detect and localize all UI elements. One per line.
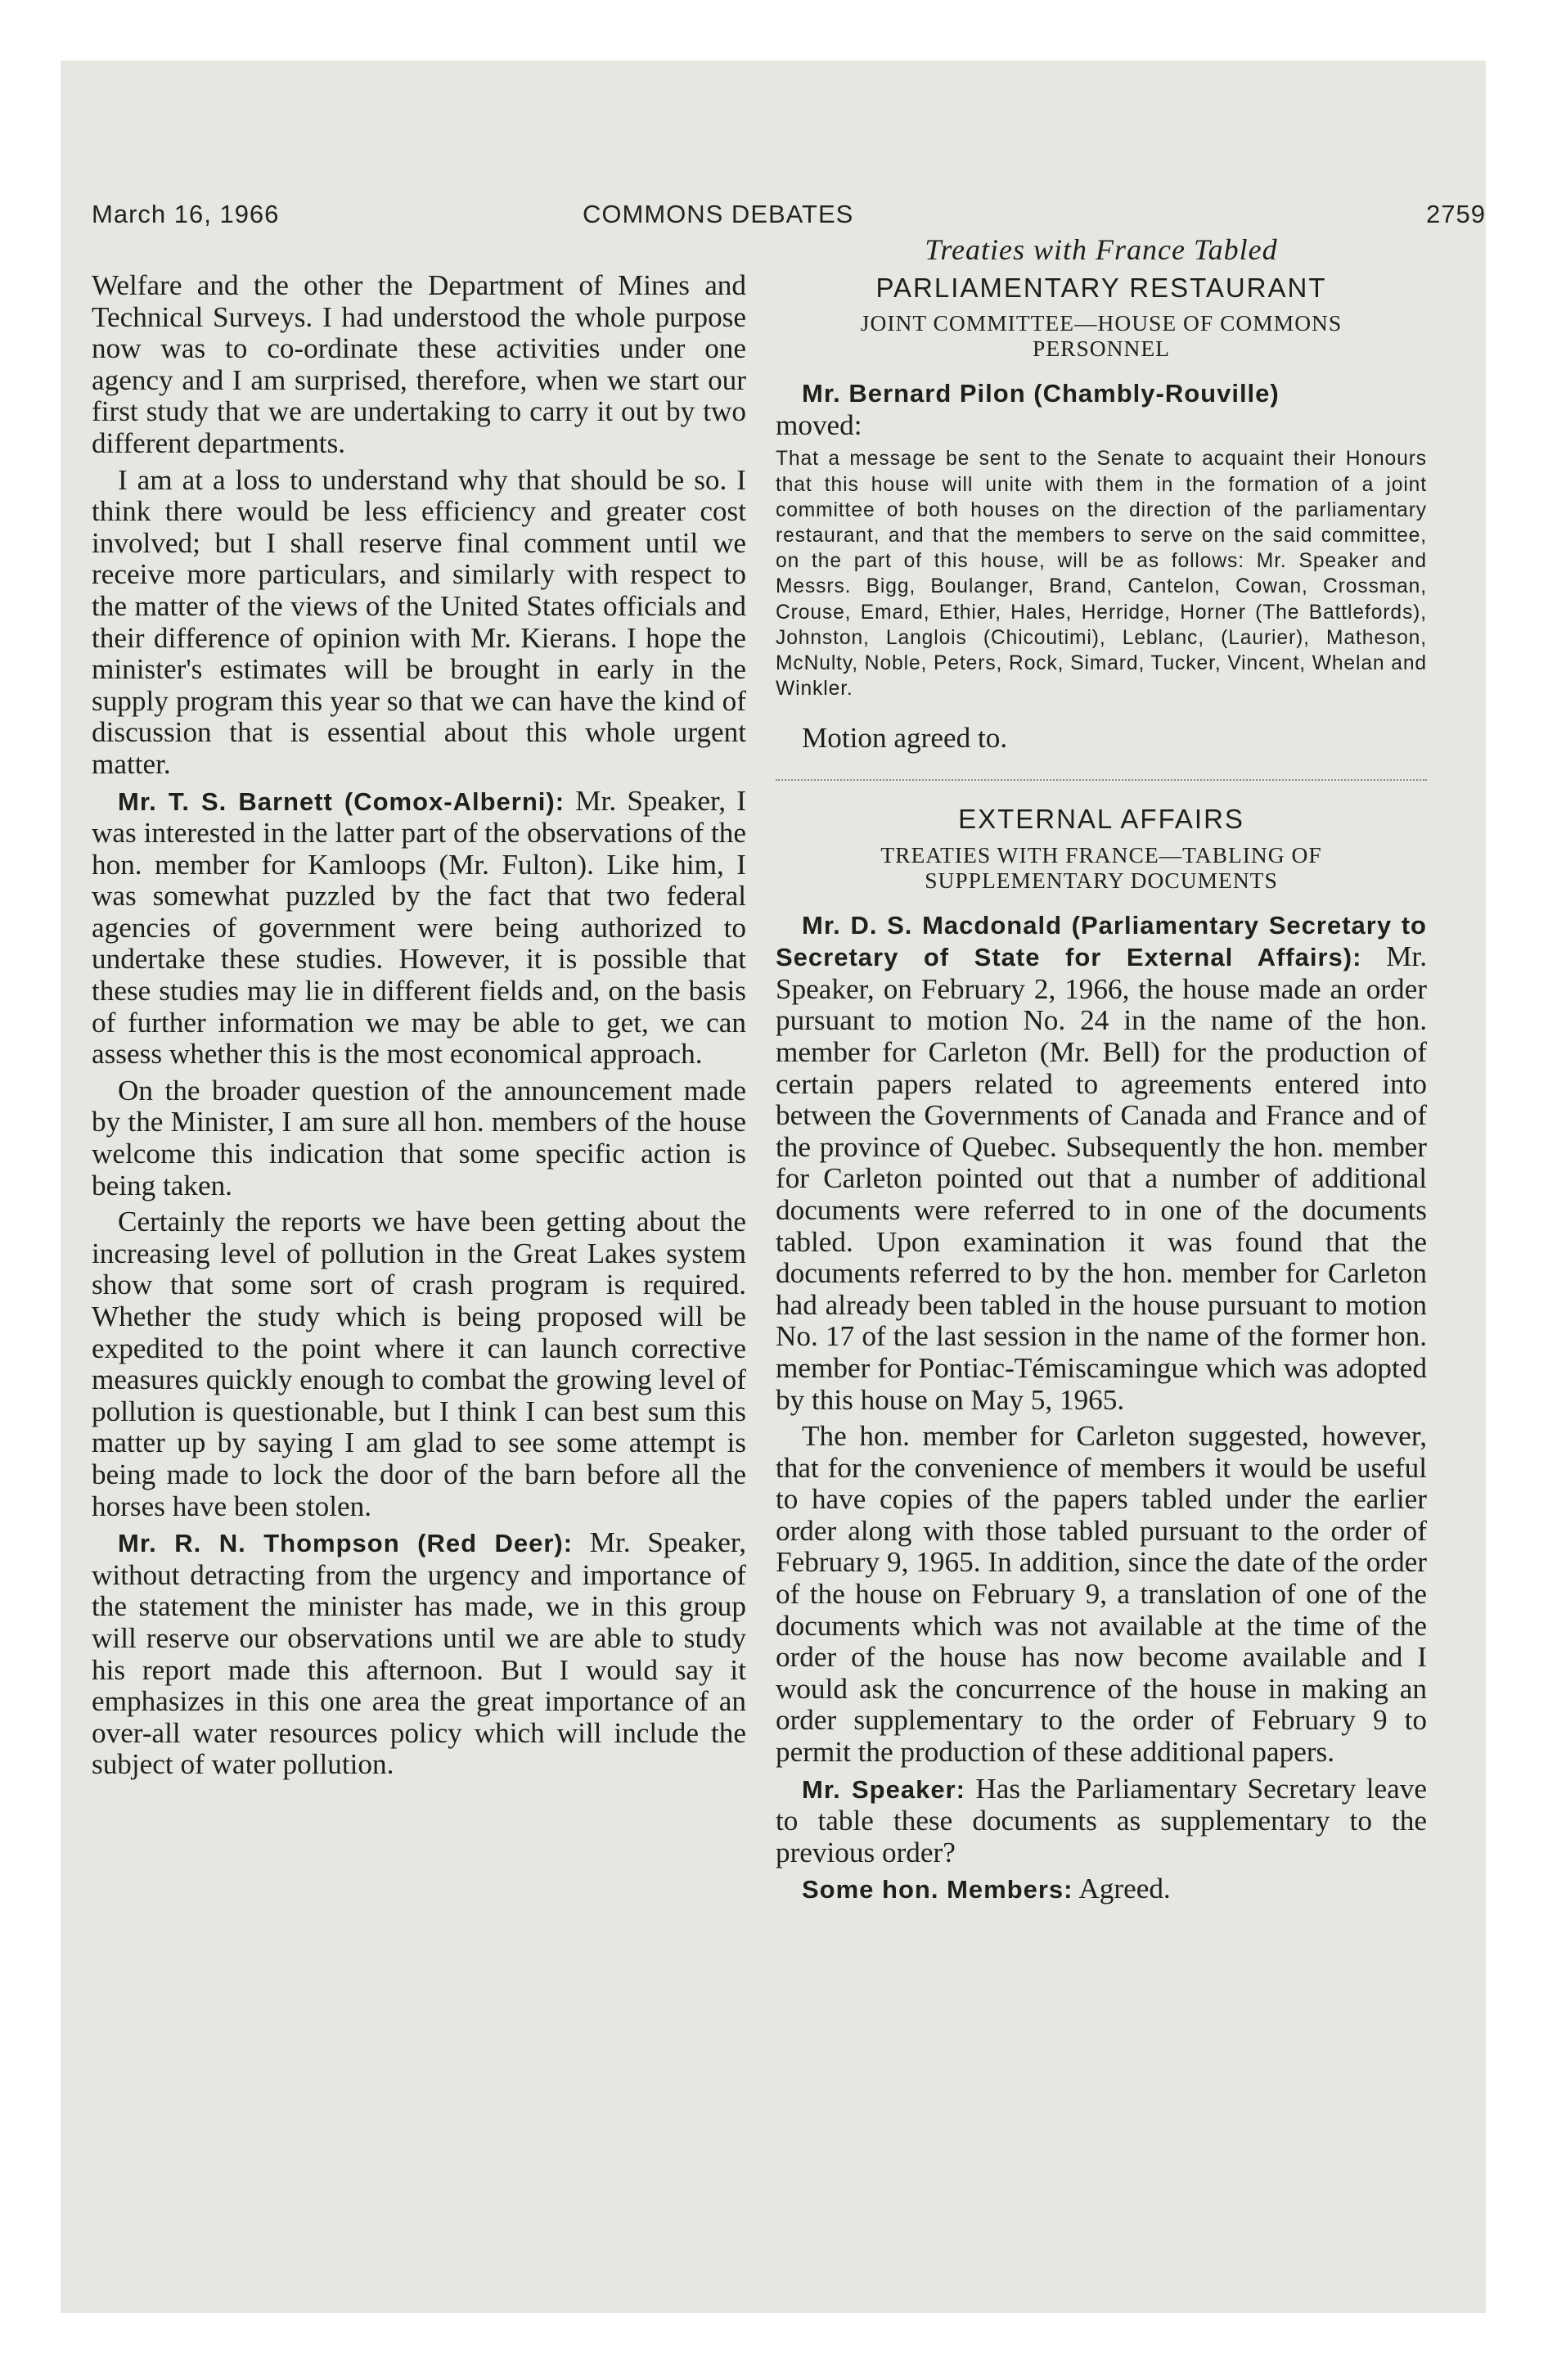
speaker-name: Mr. R. N. Thompson (Red Deer): [118,1529,574,1558]
speaker-name: Mr. D. S. Macdonald (Parliamentary Secretary to Secretary of State for External Affairs): [776,910,1427,972]
speech-paragraph [776,1873,1427,1906]
speaker-name: Mr. Speaker: [802,1774,965,1804]
header-page-number: 2759 [1426,200,1486,228]
paragraph: Certainly the reports we have been getting about the increasing level of pollution in the Great Lakes system show that some sort of crash program is required. Whether the study which is being proposed will be expedited to the point where it can launch corrective measures quickly enough to combat the growing level of pollution is questionable, but I think I can best sum this matter up by saying I am glad to see some attempt is being made to lock the door of the barn before all the horses have been stolen. [92,1206,746,1522]
paragraph: Welfare and the other the Department of Mines and Technical Surveys. I had understood the whole purpose now was to co-ordinate these activities under one agency and I am surprised, therefore, when we start our first study that we are undertaking to carry it out by two different departments. [92,269,746,459]
speech-paragraph [776,909,1427,1417]
subheading-line: JOINT COMMITTEE—HOUSE OF COMMONS [860,310,1343,336]
speech-text: Mr. Speaker, I was interested in the latter part of the observations of the hon. member for Kamloops (Mr. Fulton). Like him, I was somewhat puzzled by the fact that two federal agencies of government were being authorized to undertake these studies. However, it is possible that these studies may lie in different fields and, on the basis of further information we may be able to get, we can assess whether this is the most economical approach. [92,784,747,1071]
section-heading: PARLIAMENTARY RESTAURANT [875,272,1327,303]
speech-paragraph [776,1774,1427,1869]
paragraph: On the broader question of the announcement made by the Minister, I am sure all hon. members of the house welcome this indication that some specific action is being taken. [92,1074,746,1201]
subheading-line: SUPPLEMENTARY DOCUMENTS [925,867,1278,893]
speaker-name: Mr. Bernard Pilon (Chambly-Rouville) [802,379,1280,408]
header-date: March 16, 1966 [92,200,280,228]
header-title: COMMONS DEBATES [583,200,854,228]
motion-text: That a message be sent to the Senate to acquaint their Honours that this house will unite with them in the formation of a joint committee of both houses on the direction of the parliamentary restaurant, and that the members to serve on the said committee, on the part of this house, will be as follows: Mr. Speaker and Messrs. Bigg, Boulanger, Brand, Cantelon, Cowan, Crossman, Crouse, Emard, Ethier, Hales, Herridge, Horner (The Battlefords), Johnston, Langlois (Chicoutimi), Leblanc, (Laurier), Matheson, McNulty, Noble, Peters, Rock, Simard, Tucker, Vincent, Whelan and Winkler. [776,448,1427,701]
left-column [92,270,746,1786]
speech-text: Mr. Speaker, on February 2, 1966, the house made an order pursuant to motion No. 24 in the name of the hon. member for Carleton (Mr. Bell) for the production of certain papers related to agreements entered into between the Governments of Canada and France and of the province of Quebec. Subsequently the hon. member for Carleton pointed out that a number of additional documents were referred to in one of the documents tabled. Upon examination it was found that the documents referred to by the hon. member for Carleton had already been tabled in the house pursuant to motion No. 17 of the last session in the name of the former hon. member for Pontiac-Témiscamingue which was adopted by this house on May 5, 1965. [776,940,1427,1416]
speech-paragraph [92,1527,746,1781]
moved-label: moved: [776,408,862,441]
section-divider [776,779,1427,781]
section-italic-subtitle: Treaties with France Tabled [925,233,1278,266]
speech-text: Mr. Speaker, without detracting from the urgency and importance of the statement the minister has made, we in this group will reserve our observations until we are able to study his report made this afternoon. But I would say it emphasizes in this one area the great importance of an over-all water resources policy which will include the subject of water pollution. [92,1526,747,1781]
speech-paragraph [92,786,746,1071]
speech-text: Has the Parliamentary Secretary leave to table these documents as supplementary to the previous order? [776,1772,1427,1868]
subheading-line: TREATIES WITH FRANCE—TABLING OF [880,841,1322,868]
speaker-name: Some hon. Members: [802,1875,1073,1904]
speech-paragraph [776,377,1427,410]
section-heading: EXTERNAL AFFAIRS [958,804,1244,834]
subheading-line: PERSONNEL [1033,336,1170,362]
right-column [776,234,1427,1911]
section-subheading [776,842,1427,893]
paragraph: I am at a loss to understand why that should be so. I think there would be less efficiency and greater cost involved; but I shall reserve final comment until we receive more particulars, and similarly with respect to the matter of the views of the United States officials and their difference of opinion with Mr. Kierans. I hope the minister's estimates will be brought in early in the supply program this year so that we can have the kind of discussion that is essential about this whole urgent matter. [92,463,746,780]
speech-text: Agreed. [1078,1873,1171,1905]
speaker-name: Mr. T. S. Barnett (Comox-Alberni): [118,787,565,816]
motion-result: Motion agreed to. [802,722,1008,755]
paragraph: The hon. member for Carleton suggested, however, that for the convenience of members it would be useful to have copies of the papers tabled under the earlier order along with those tabled pursuant to the order of February 9, 1965. In addition, since the date of the order of the house on February 9, a translation of one of the documents which was not available at the time of the order of the house has now become available and I would ask the concurrence of the house in making an order supplementary to the order of February 9 to permit the production of these additional papers. [776,1420,1427,1769]
section-subheading [776,310,1427,361]
